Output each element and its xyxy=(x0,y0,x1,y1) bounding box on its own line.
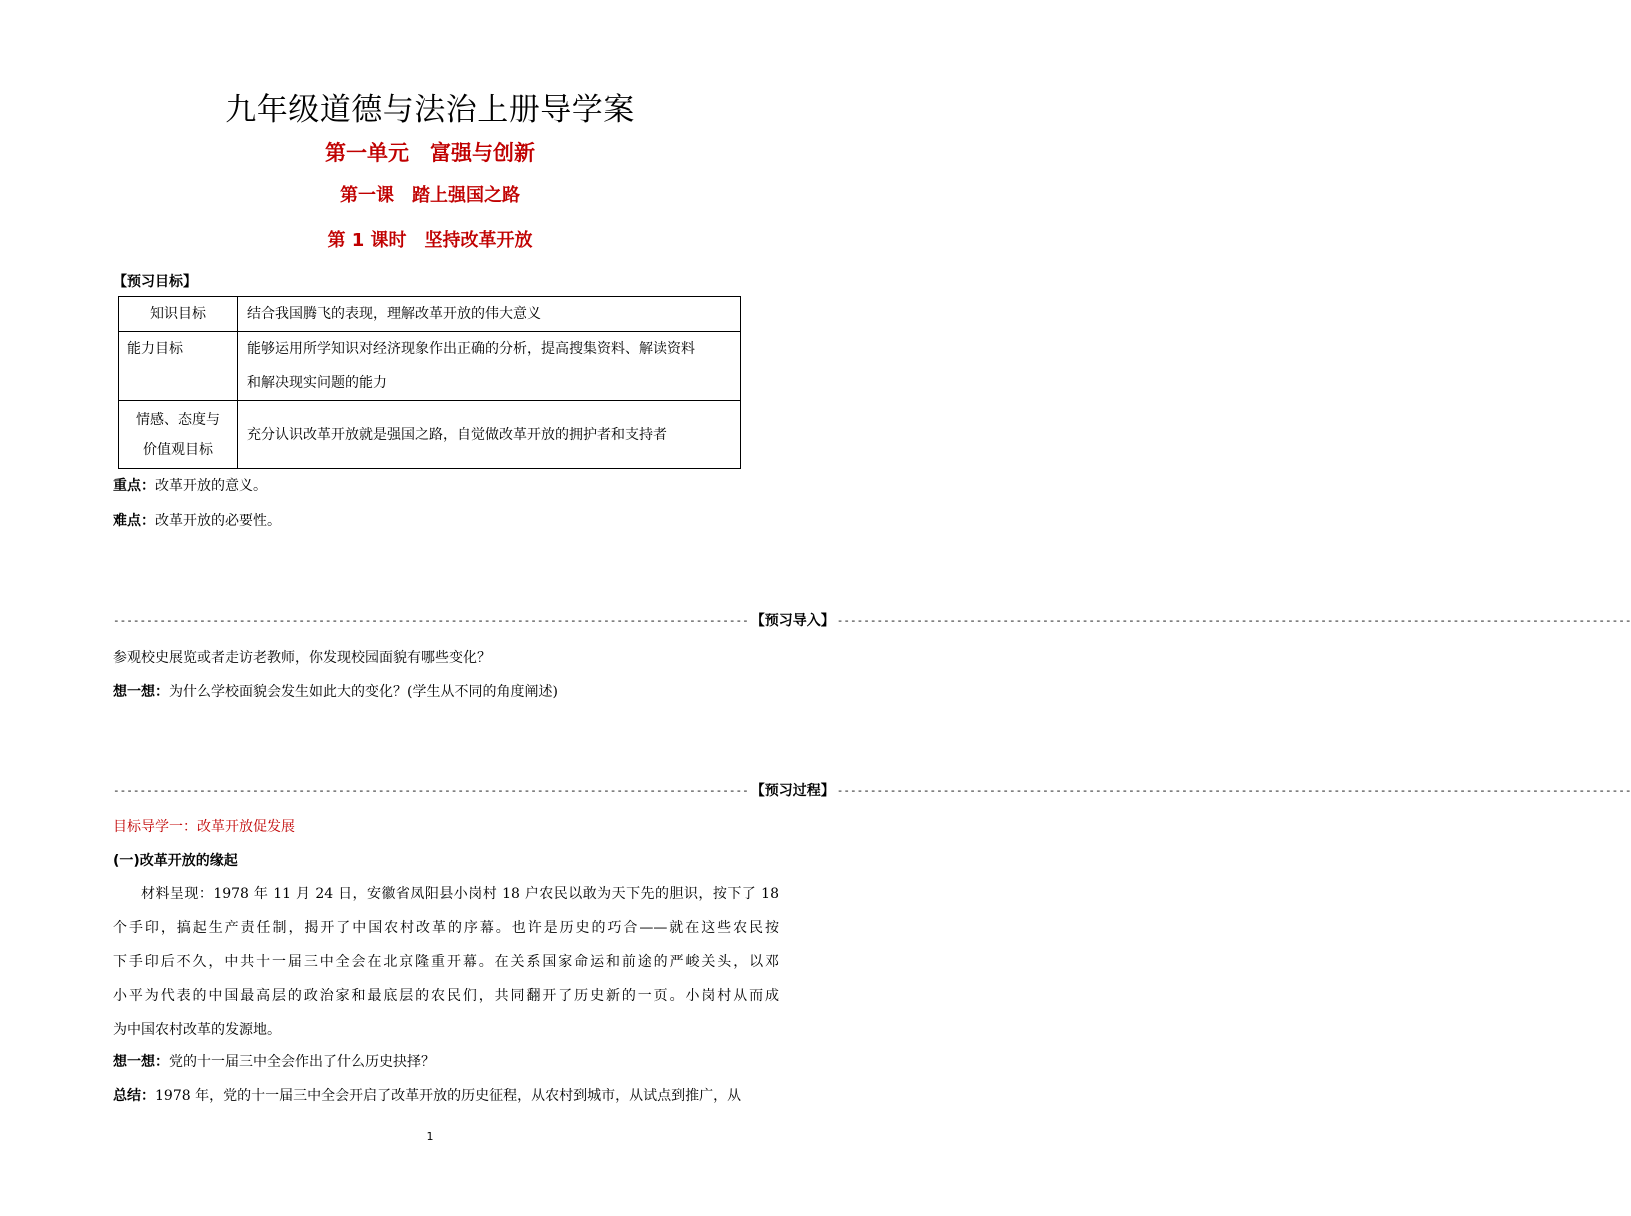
process-divider-label: 【预习过程】 xyxy=(750,783,835,799)
preview-goals-table xyxy=(118,296,741,469)
goal-label: 能力目标 xyxy=(119,332,238,401)
think-text: 为什么学校面貌会发生如此大的变化？(学生从不同的角度阐述) xyxy=(169,684,558,700)
table-row xyxy=(119,401,741,469)
difficulty-text: 改革开放的必要性。 xyxy=(155,513,281,529)
material-label: 材料呈现： xyxy=(141,886,214,902)
summary-text: 1978 年，党的十一届三中全会开启了改革开放的历史征程，从农村到城市，从试点到推广，从 xyxy=(155,1088,742,1104)
material-line: 材料呈现：1978 年 11 月 24 日，安徽省凤阳县小岗村 18 户农民以敢为天下先的胆识，按下了 18 xyxy=(141,886,779,902)
process-divider xyxy=(113,780,1631,800)
material-line: 个手印，搞起生产责任制，揭开了中国农村改革的序幕。也许是历史的巧合——就在这些农民按 xyxy=(113,920,779,936)
divider-dashes: ------------------------------------------------------------------------------------------------ xyxy=(113,613,749,627)
section-heading: (一)改革开放的缘起 xyxy=(113,853,238,869)
table-row xyxy=(119,332,741,401)
intro-divider-label: 【预习导入】 xyxy=(750,613,835,629)
goal-content-line: 和解决现实问题的能力 xyxy=(247,375,387,391)
divider-dashes: ------------------------------------------------------------------------------------------------ xyxy=(113,783,749,797)
unit-heading: 第一单元 富强与创新 xyxy=(325,141,535,165)
think-label: 想一想： xyxy=(113,1054,169,1070)
document-title: 九年级道德与法治上册导学案 xyxy=(225,92,635,128)
intro-think xyxy=(113,681,558,701)
material-line: 下手印后不久，中共十一届三中全会在北京隆重开幕。在关系国家命运和前途的严峻关头，以邓 xyxy=(113,954,779,970)
intro-divider xyxy=(113,610,1631,630)
goal-label-line: 情感、态度与 xyxy=(136,411,220,428)
difficulty-label: 难点： xyxy=(113,513,155,529)
goal-content xyxy=(238,332,741,401)
process-think xyxy=(113,1051,435,1071)
key-point xyxy=(113,475,267,495)
material-line: 小平为代表的中国最高层的政治家和最底层的农民们，共同翻开了历史新的一页。小岗村从而成 xyxy=(113,988,779,1004)
lesson-heading: 第一课 踏上强国之路 xyxy=(340,185,520,206)
goal-heading: 目标导学一：改革开放促发展 xyxy=(113,819,295,835)
goal-label: 知识目标 xyxy=(119,297,238,332)
summary xyxy=(113,1085,741,1105)
goal-content: 结合我国腾飞的表现，理解改革开放的伟大意义 xyxy=(238,297,741,332)
intro-question: 参观校史展览或者走访老教师，你发现校园面貌有哪些变化？ xyxy=(113,650,491,666)
think-label: 想一想： xyxy=(113,684,169,700)
goal-label xyxy=(119,401,238,469)
difficulty xyxy=(113,510,281,530)
summary-label: 总结： xyxy=(113,1088,155,1104)
divider-dashes: ------------------------------------------------------------------------------------------------------------------------ xyxy=(836,783,1631,797)
divider-dashes: ------------------------------------------------------------------------------------------------------------------------ xyxy=(836,613,1631,627)
material-block xyxy=(113,877,779,1047)
period-heading: 第 1 课时 坚持改革开放 xyxy=(327,230,533,251)
goal-content: 充分认识改革开放就是强国之路，自觉做改革开放的拥护者和支持者 xyxy=(238,401,741,469)
material-line: 为中国农村改革的发源地。 xyxy=(113,1022,281,1038)
table-row xyxy=(119,297,741,332)
think-text: 党的十一届三中全会作出了什么历史抉择？ xyxy=(169,1054,435,1070)
key-point-label: 重点： xyxy=(113,478,155,494)
page-number: 1 xyxy=(426,1130,434,1143)
goal-label-line: 价值观目标 xyxy=(143,441,213,458)
preview-goals-heading: 【预习目标】 xyxy=(113,274,197,290)
goal-content-line: 能够运用所学知识对经济现象作出正确的分析，提高搜集资料、解读资料 xyxy=(247,341,695,357)
key-point-text: 改革开放的意义。 xyxy=(155,478,267,494)
